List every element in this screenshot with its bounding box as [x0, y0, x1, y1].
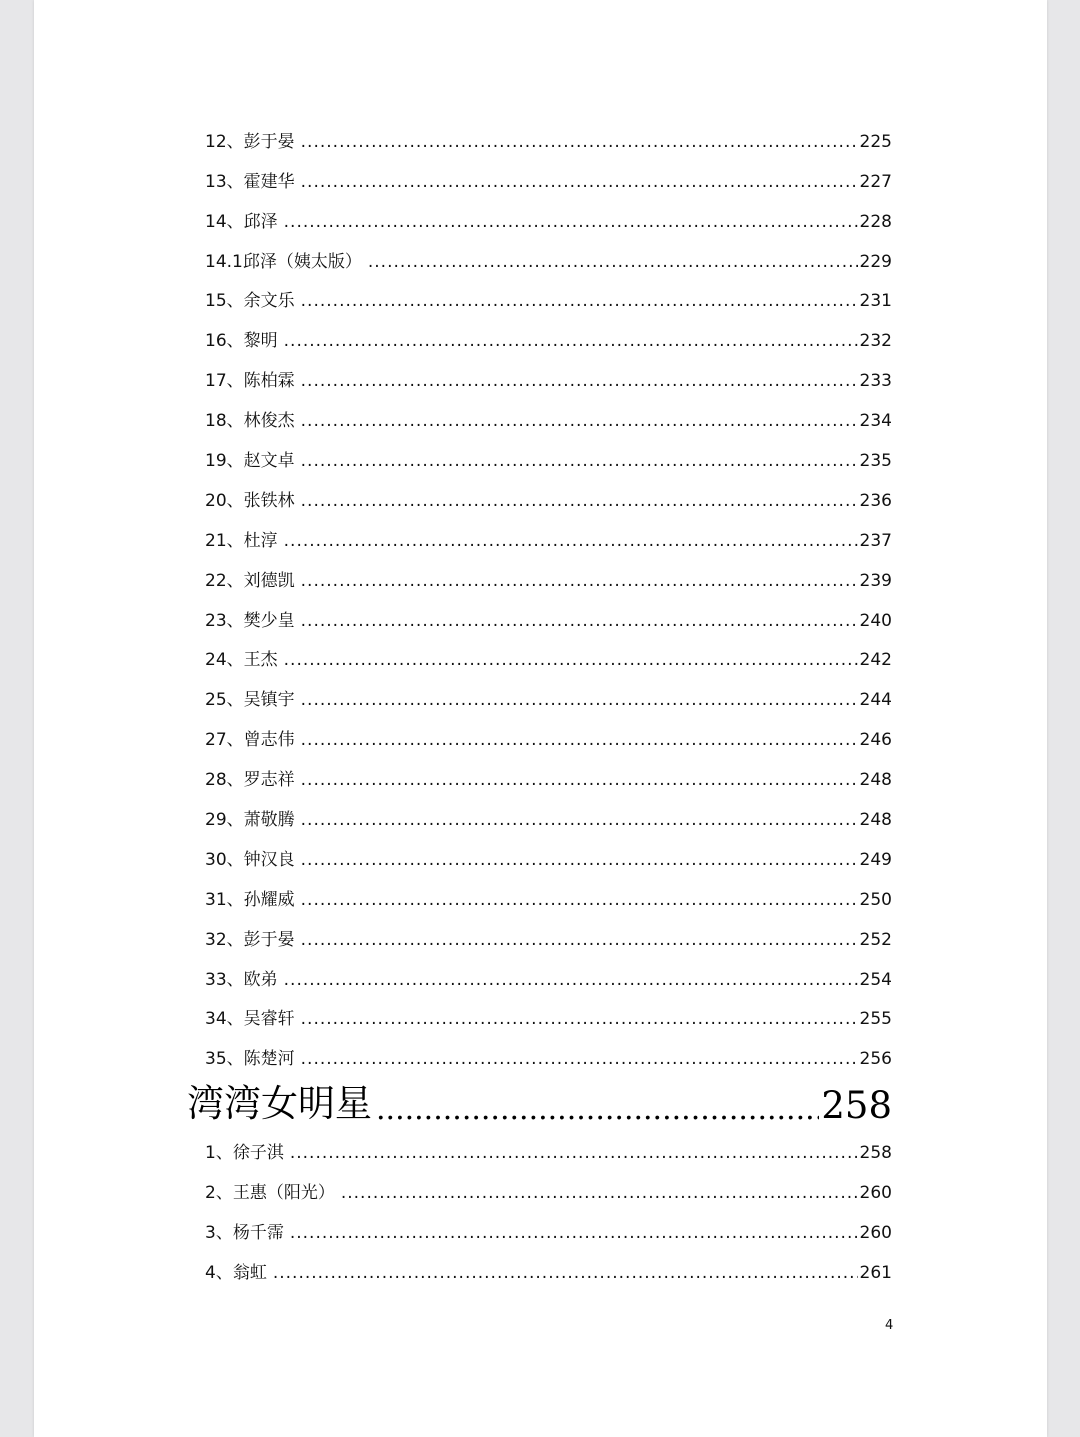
toc-entry-page: 246 [859, 730, 892, 751]
toc-entry[interactable] [205, 876, 892, 916]
toc-entry-label: 1、徐子淇 [205, 1143, 284, 1164]
dot-leader [301, 1049, 858, 1075]
toc-entry-label: 15、余文乐 [205, 291, 295, 312]
toc-entry[interactable] [205, 1129, 892, 1169]
dot-leader [301, 850, 858, 876]
dot-leader [301, 890, 858, 916]
dot-leader [284, 212, 858, 238]
toc-section-heading[interactable] [187, 1075, 892, 1129]
toc-entry-page: 250 [859, 889, 892, 910]
toc-entry[interactable] [205, 1209, 892, 1249]
dot-leader [301, 411, 858, 437]
dot-leader [301, 132, 858, 158]
toc-entry-label: 24、王杰 [205, 650, 278, 671]
toc-entry-page: 237 [859, 530, 892, 551]
toc-entry-label: 21、杜淳 [205, 530, 278, 551]
dot-leader [301, 690, 858, 716]
toc-entry[interactable] [205, 517, 892, 557]
dot-leader [301, 571, 858, 597]
toc-entry-label: 31、孙耀威 [205, 889, 295, 910]
toc-entry[interactable] [205, 836, 892, 876]
section-heading-page: 258 [821, 1084, 892, 1128]
toc-entry-page: 229 [859, 251, 892, 272]
toc-entry[interactable] [205, 357, 892, 397]
toc-entry[interactable] [205, 756, 892, 796]
toc-entry-page: 260 [859, 1223, 892, 1244]
toc-entry-label: 19、赵文卓 [205, 451, 295, 472]
dot-leader [284, 331, 858, 357]
toc-entry-label: 27、曾志伟 [205, 730, 295, 751]
toc-entry-page: 228 [859, 211, 892, 232]
dot-leader [376, 1092, 819, 1129]
toc-entry-label: 18、林俊杰 [205, 411, 295, 432]
toc-entry[interactable] [205, 198, 892, 238]
toc-entry-page: 249 [859, 849, 892, 870]
toc-entry-page: 231 [859, 291, 892, 312]
toc-entry-page: 234 [859, 411, 892, 432]
toc-entry-page: 242 [859, 650, 892, 671]
toc-entry-label: 4、翁虹 [205, 1262, 267, 1283]
dot-leader [301, 930, 858, 956]
dot-leader [301, 1009, 858, 1035]
toc-entry-page: 236 [859, 490, 892, 511]
toc-entry-label: 12、彭于晏 [205, 131, 295, 152]
toc-entry-label: 34、吴睿轩 [205, 1009, 295, 1030]
toc-entry-page: 258 [859, 1143, 892, 1164]
toc-entry-page: 252 [859, 929, 892, 950]
toc-entry-label: 29、萧敬腾 [205, 810, 295, 831]
toc-entry[interactable] [205, 437, 892, 477]
toc-entry[interactable] [205, 238, 892, 278]
toc-entry-label: 13、霍建华 [205, 171, 295, 192]
page-number: 4 [885, 1318, 894, 1333]
toc-entry[interactable] [205, 1169, 892, 1209]
toc-entry-page: 235 [859, 451, 892, 472]
toc-entry[interactable] [205, 996, 892, 1036]
toc-entry[interactable] [205, 956, 892, 996]
toc-entry-label: 14、邱泽 [205, 211, 278, 232]
toc-entry[interactable] [205, 796, 892, 836]
toc-entry[interactable] [205, 637, 892, 677]
dot-leader [273, 1263, 858, 1289]
toc-entry-page: 239 [859, 570, 892, 591]
toc-entry-page: 248 [859, 770, 892, 791]
toc-entry[interactable] [205, 676, 892, 716]
toc-entry-page: 261 [859, 1262, 892, 1283]
dot-leader [284, 970, 858, 996]
dot-leader [301, 172, 858, 198]
toc-entry[interactable] [205, 278, 892, 318]
toc-entry-label: 17、陈柏霖 [205, 371, 295, 392]
toc-entry-page: 260 [859, 1183, 892, 1204]
dot-leader [301, 770, 858, 796]
dot-leader [301, 371, 858, 397]
toc-entry-label: 20、张铁林 [205, 490, 295, 511]
toc-entry-page: 254 [859, 969, 892, 990]
toc-entry-label: 2、王惠（阳光） [205, 1183, 335, 1204]
table-of-contents [187, 118, 892, 1289]
toc-entry[interactable] [205, 1249, 892, 1289]
toc-entry-page: 227 [859, 171, 892, 192]
toc-entry[interactable] [205, 397, 892, 437]
toc-entry-page: 232 [859, 331, 892, 352]
toc-entry[interactable] [205, 317, 892, 357]
toc-entry[interactable] [205, 1035, 892, 1075]
toc-entry[interactable] [205, 916, 892, 956]
toc-entry-label: 16、黎明 [205, 331, 278, 352]
dot-leader [290, 1223, 858, 1249]
dot-leader [301, 810, 858, 836]
toc-entry-label: 32、彭于晏 [205, 929, 295, 950]
dot-leader [284, 650, 858, 676]
dot-leader [301, 611, 858, 637]
dot-leader [301, 491, 858, 517]
toc-entry[interactable] [205, 477, 892, 517]
toc-entry-label: 23、樊少皇 [205, 610, 295, 631]
toc-entry-label: 30、钟汉良 [205, 849, 295, 870]
toc-entry[interactable] [205, 597, 892, 637]
toc-entry-page: 256 [859, 1049, 892, 1070]
section-heading-label: 湾湾女明星 [187, 1082, 372, 1126]
toc-entry-page: 240 [859, 610, 892, 631]
toc-entry-label: 35、陈楚河 [205, 1049, 295, 1070]
dot-leader [341, 1183, 858, 1209]
toc-entry-page: 255 [859, 1009, 892, 1030]
dot-leader [301, 451, 858, 477]
toc-entry-page: 248 [859, 810, 892, 831]
dot-leader [301, 730, 858, 756]
toc-entry[interactable] [205, 557, 892, 597]
toc-entry-label: 33、欧弟 [205, 969, 278, 990]
dot-leader [284, 531, 858, 557]
toc-entry-label: 25、吴镇宇 [205, 690, 295, 711]
toc-entry-page: 233 [859, 371, 892, 392]
toc-entry-label: 14.1邱泽（姨太版） [205, 251, 362, 272]
toc-entry[interactable] [205, 118, 892, 158]
toc-entry-page: 225 [859, 131, 892, 152]
toc-entry-page: 244 [859, 690, 892, 711]
dot-leader [290, 1143, 858, 1169]
toc-entry[interactable] [205, 158, 892, 198]
dot-leader [301, 291, 858, 317]
toc-entry-label: 28、罗志祥 [205, 770, 295, 791]
toc-entry-label: 22、刘德凯 [205, 570, 295, 591]
toc-entry[interactable] [205, 716, 892, 756]
dot-leader [368, 252, 858, 278]
toc-entry-label: 3、杨千霈 [205, 1223, 284, 1244]
